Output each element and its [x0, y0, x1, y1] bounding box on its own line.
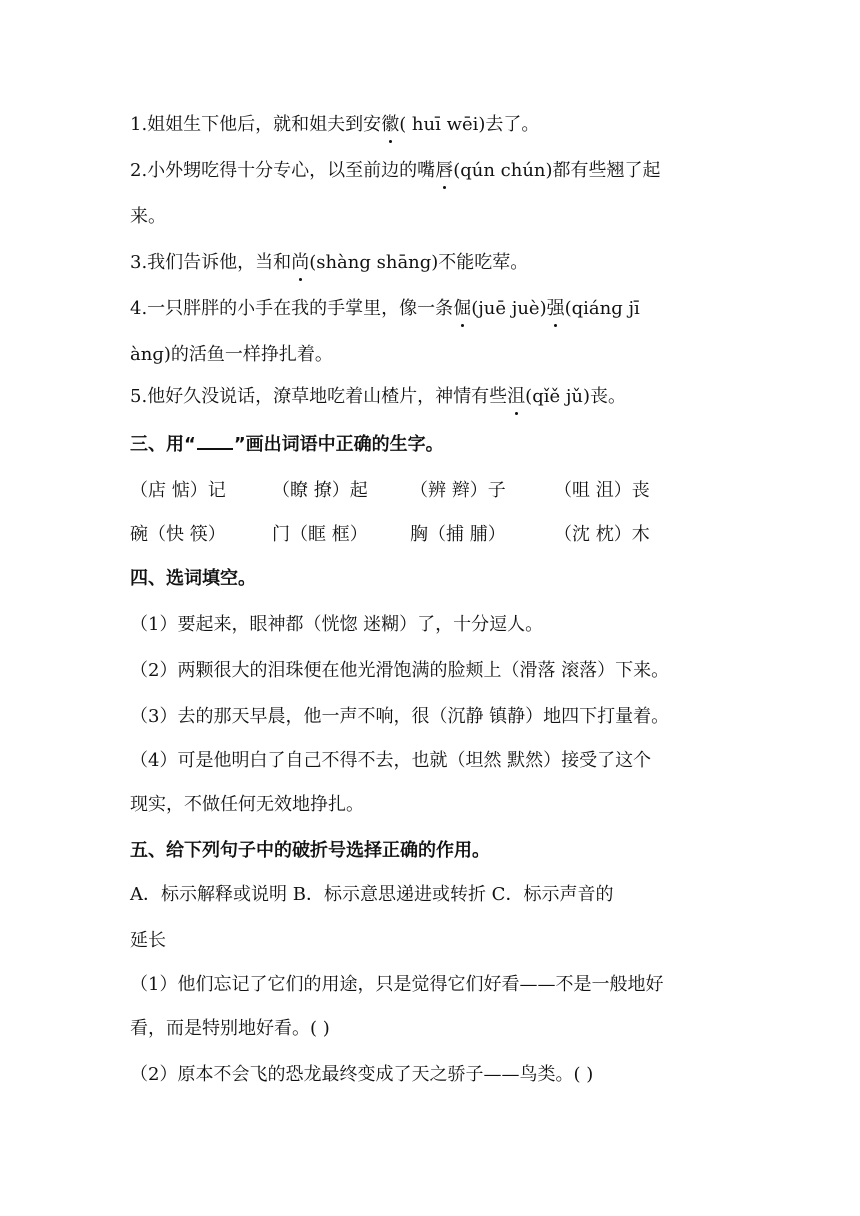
dash-question-1: （1）他们忘记了它们的用途，只是觉得它们好看——不是一般地好: [130, 974, 664, 995]
pinyin-question-5: [130, 384, 626, 410]
pinyin-question-2-continued: 来。: [130, 206, 166, 227]
fill-question-1: （1）要起来，眼神都（恍惚 迷糊）了，十分逗人。: [130, 614, 544, 635]
char-choice: （店 惦）记: [130, 480, 226, 501]
dotted-character: 尚: [291, 250, 309, 276]
pinyin-question-2: [130, 158, 661, 184]
pinyin-question-1: [130, 112, 539, 138]
char-choice: （咀 沮）丧: [554, 480, 650, 501]
pinyin-question-3: [130, 250, 528, 276]
section-4-title: 四、选词填空。: [130, 568, 256, 589]
dotted-character: 倔: [453, 296, 471, 322]
pinyin-question-4-continued: ànɡ)的活鱼一样挣扎着。: [130, 344, 333, 365]
pinyin-choices: (qún chún)都有些翘了起: [453, 160, 661, 181]
pinyin-choices: ( huī wēi)去了。: [399, 114, 540, 135]
underline-blank: [197, 434, 233, 450]
char-choice: （沈 枕）木: [554, 524, 650, 545]
char-choice: 胸（捕 脯）: [410, 524, 506, 545]
dotted-character: 沮: [507, 384, 525, 410]
dash-options-continued: 延长: [130, 930, 166, 951]
question-text: 5.他好久没说话，潦草地吃着山楂片，神情有些: [130, 386, 508, 407]
dotted-character: 强: [547, 296, 565, 322]
pinyin-choices: (juē juè): [471, 298, 547, 319]
dotted-character: 徽: [381, 112, 399, 138]
section-3-title: [130, 432, 444, 458]
question-text: 3.我们告诉他，当和: [130, 252, 292, 273]
section-5-title: 五、给下列句子中的破折号选择正确的作用。: [130, 840, 490, 861]
fill-question-3: （3）去的那天早晨，他一声不响，很（沉静 镇静）地四下打量着。: [130, 706, 670, 727]
pinyin-question-4: [130, 296, 640, 322]
pinyin-choices: (qǐě jǔ)丧。: [525, 386, 627, 407]
pinyin-choices: (shàng shāng)不能吃荤。: [309, 252, 529, 273]
fill-question-4: （4）可是他明白了自己不得不去，也就（坦然 默然）接受了这个: [130, 750, 652, 771]
dash-question-1-continued: 看，而是特别地好看。( ): [130, 1018, 330, 1039]
char-choice: 碗（快 筷）: [130, 524, 226, 545]
char-choice: （辨 辫）子: [410, 480, 506, 501]
question-text: 2.小外甥吃得十分专心，以至前边的嘴: [130, 160, 436, 181]
char-choice: 门（眶 框）: [272, 524, 368, 545]
title-text: 三、用“: [130, 434, 196, 455]
char-choice: （瞭 撩）起: [272, 480, 368, 501]
dotted-character: 唇: [435, 158, 453, 184]
pinyin-choices: (qiánɡ jī: [564, 298, 640, 319]
title-text: ”画出词语中正确的生字。: [233, 434, 444, 455]
question-text: 1.姐姐生下他后，就和姐夫到安: [130, 114, 382, 135]
fill-question-4-continued: 现实，不做任何无效地挣扎。: [130, 794, 364, 815]
dash-options: A．标示解释或说明 B．标示意思递进或转折 C．标示声音的: [130, 884, 614, 905]
question-text: 4.一只胖胖的小手在我的手掌里，像一条: [130, 298, 454, 319]
fill-question-2: （2）两颗很大的泪珠便在他光滑饱满的脸颊上（滑落 滚落）下来。: [130, 660, 670, 681]
dash-question-2: （2）原本不会飞的恐龙最终变成了天之骄子——鸟类。( ): [130, 1064, 594, 1085]
